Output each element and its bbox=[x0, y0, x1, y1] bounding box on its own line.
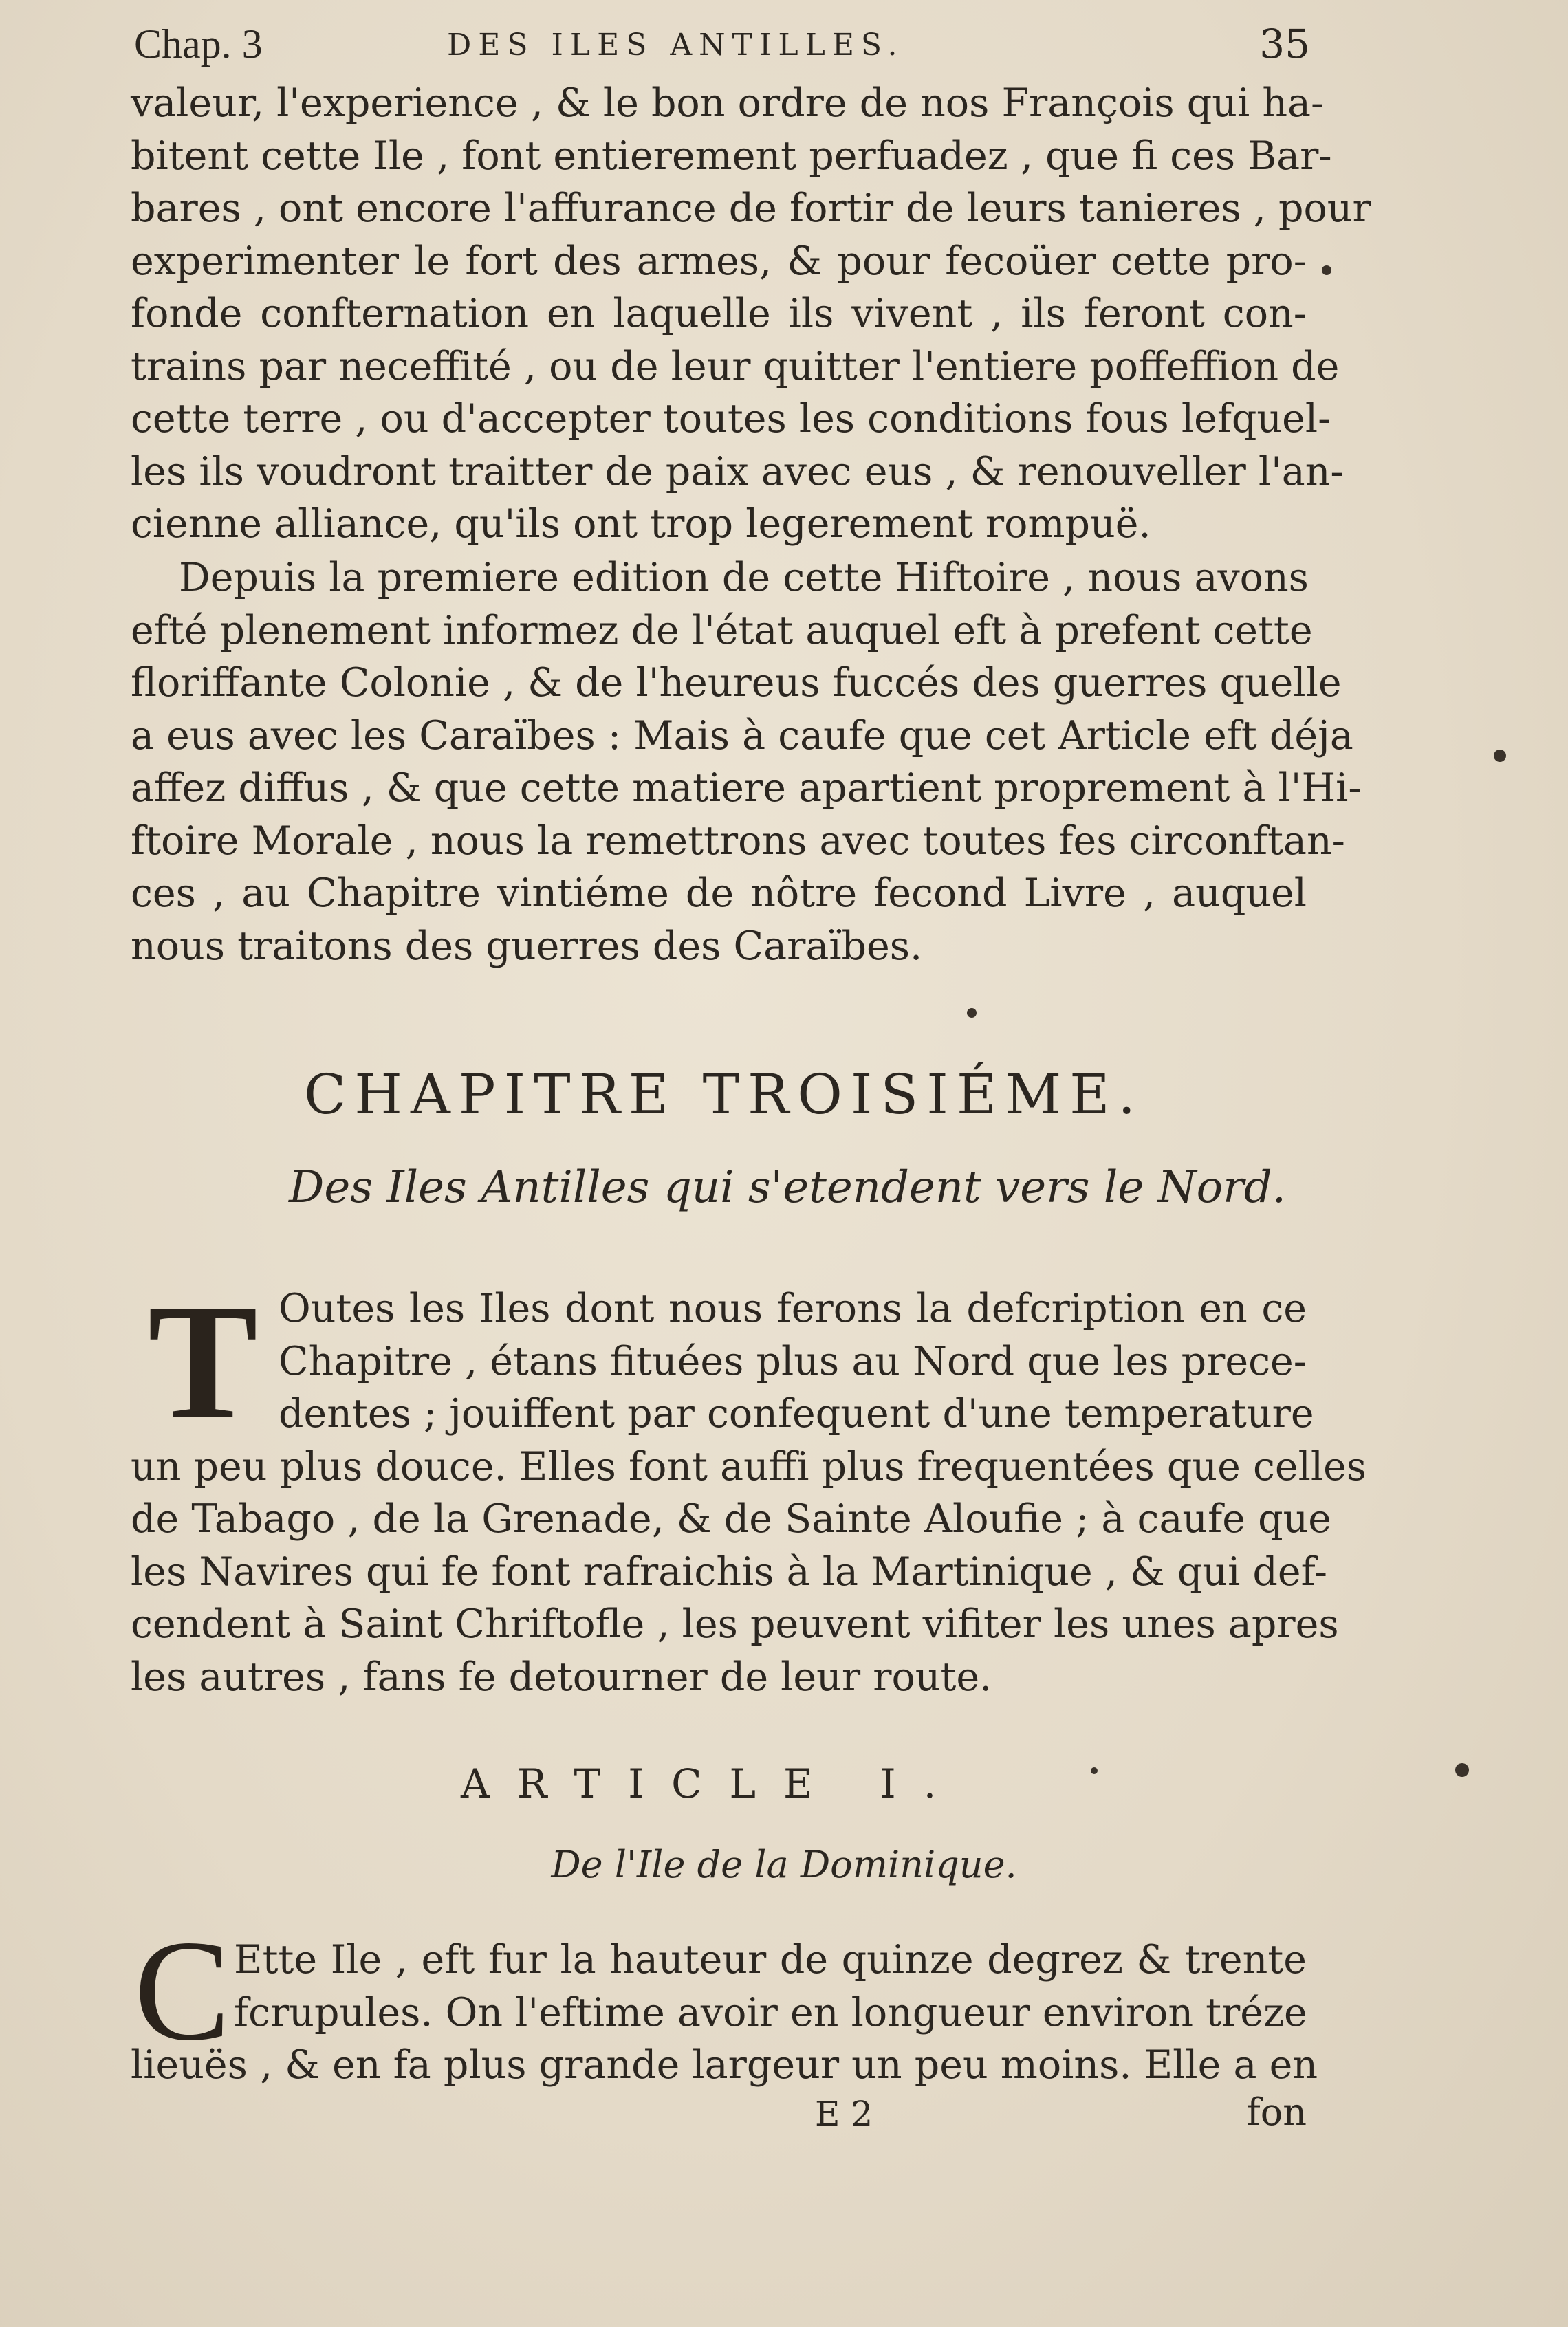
text-line: les Navires qui fe font rafraichis à la Martinique , & qui def- bbox=[131, 1549, 1327, 1595]
chapter-subtitle: Des Iles Antilles qui s'etendent vers le Nord. bbox=[289, 1162, 1286, 1213]
drop-cap: T bbox=[147, 1270, 259, 1453]
chapter-label: Chap. 3 bbox=[134, 21, 263, 67]
text-line: fcrupules. On l'eftime avoir en longueur environ tréze bbox=[234, 1989, 1307, 2035]
text-line: un peu plus douce. Elles font auffi plus frequentées que celles bbox=[131, 1443, 1367, 1489]
text-line: cette terre , ou d'accepter toutes les conditions fous lefquel- bbox=[131, 396, 1331, 441]
text-line: floriffante Colonie , & de l'heureus fuccés des guerres quelle bbox=[131, 660, 1342, 706]
signature-mark: E 2 bbox=[815, 2094, 873, 2134]
text-line: cienne alliance, qu'ils ont trop legerement rompuë. bbox=[131, 501, 1151, 547]
chapter-title: CHAPITRE TROISIÉME. bbox=[304, 1062, 1144, 1126]
page-number: 35 bbox=[1259, 21, 1310, 67]
text-line: de Tabago , de la Grenade, & de Sainte Aloufie ; à caufe que bbox=[131, 1496, 1332, 1542]
text-line: fonde confternation en laquelle ils vivent , ils feront con- bbox=[131, 291, 1307, 336]
text-line: bares , ont encore l'affurance de fortir de leurs tanieres , pour bbox=[131, 186, 1371, 231]
chapter-intro-paragraph bbox=[131, 1270, 1367, 1703]
text-line: cendent à Saint Chriftofle , les peuvent vifiter les unes apres bbox=[131, 1602, 1339, 1647]
text-line: Outes les Iles dont nous ferons la defcription en ce bbox=[279, 1286, 1307, 1331]
article-paragraph bbox=[131, 1911, 1318, 2092]
paragraph-2 bbox=[131, 551, 1362, 972]
text-line: bitent cette Ile , font entierement perfuadez , que fi ces Bar- bbox=[131, 133, 1332, 179]
catchword: fon bbox=[1246, 2090, 1307, 2134]
text-line: experimenter le fort des armes, & pour fecoüer cette pro- bbox=[131, 238, 1307, 284]
drop-cap: C bbox=[134, 1911, 231, 2071]
text-line: Depuis la premiere edition de cette Hiftoire , nous avons bbox=[179, 555, 1309, 600]
paragraph-1 bbox=[131, 77, 1371, 551]
article-heading: ARTICLE I. bbox=[461, 1760, 964, 1807]
ink-spot bbox=[1455, 1763, 1469, 1777]
ink-spot bbox=[1322, 265, 1331, 275]
text-line: ces , au Chapitre vintiéme de nôtre fecond Livre , auquel bbox=[131, 871, 1307, 916]
book-title: DES ILES ANTILLES. bbox=[447, 28, 904, 63]
text-line: valeur, l'experience , & le bon ordre de nos François qui ha- bbox=[131, 80, 1325, 126]
ink-spot bbox=[1494, 750, 1506, 762]
text-line: affez diffus , & que cette matiere apartient proprement à l'Hi- bbox=[131, 765, 1362, 811]
article-subtitle: De l'Ile de la Dominique. bbox=[551, 1843, 1017, 1886]
text-line: nous traitons des guerres des Caraïbes. bbox=[131, 923, 923, 969]
text-line: ftoire Morale , nous la remettrons avec toutes fes circonftan- bbox=[131, 818, 1345, 864]
text-line: efté plenement informez de l'état auquel eft à prefent cette bbox=[131, 607, 1313, 653]
text-line: Ette Ile , eft fur la hauteur de quinze degrez & trente bbox=[234, 1937, 1307, 1982]
running-head bbox=[134, 21, 1310, 69]
text-line: les ils voudront traitter de paix avec eus , & renouveller l'an- bbox=[131, 448, 1344, 494]
text-line: les autres , fans fe detourner de leur route. bbox=[131, 1654, 992, 1700]
text-line: Chapitre , étans fituées plus au Nord que les prece- bbox=[279, 1338, 1307, 1384]
ink-spot bbox=[967, 1008, 977, 1018]
text-line: trains par neceffité , ou de leur quitter l'entiere poffeffion de bbox=[131, 343, 1340, 389]
text-line: a eus avec les Caraïbes : Mais à caufe que cet Article eft déja bbox=[131, 712, 1353, 758]
text-line: dentes ; jouiffent par confequent d'une temperature bbox=[279, 1391, 1314, 1436]
text-line: lieuës , & en fa plus grande largeur un peu moins. Elle a en bbox=[131, 2042, 1318, 2088]
